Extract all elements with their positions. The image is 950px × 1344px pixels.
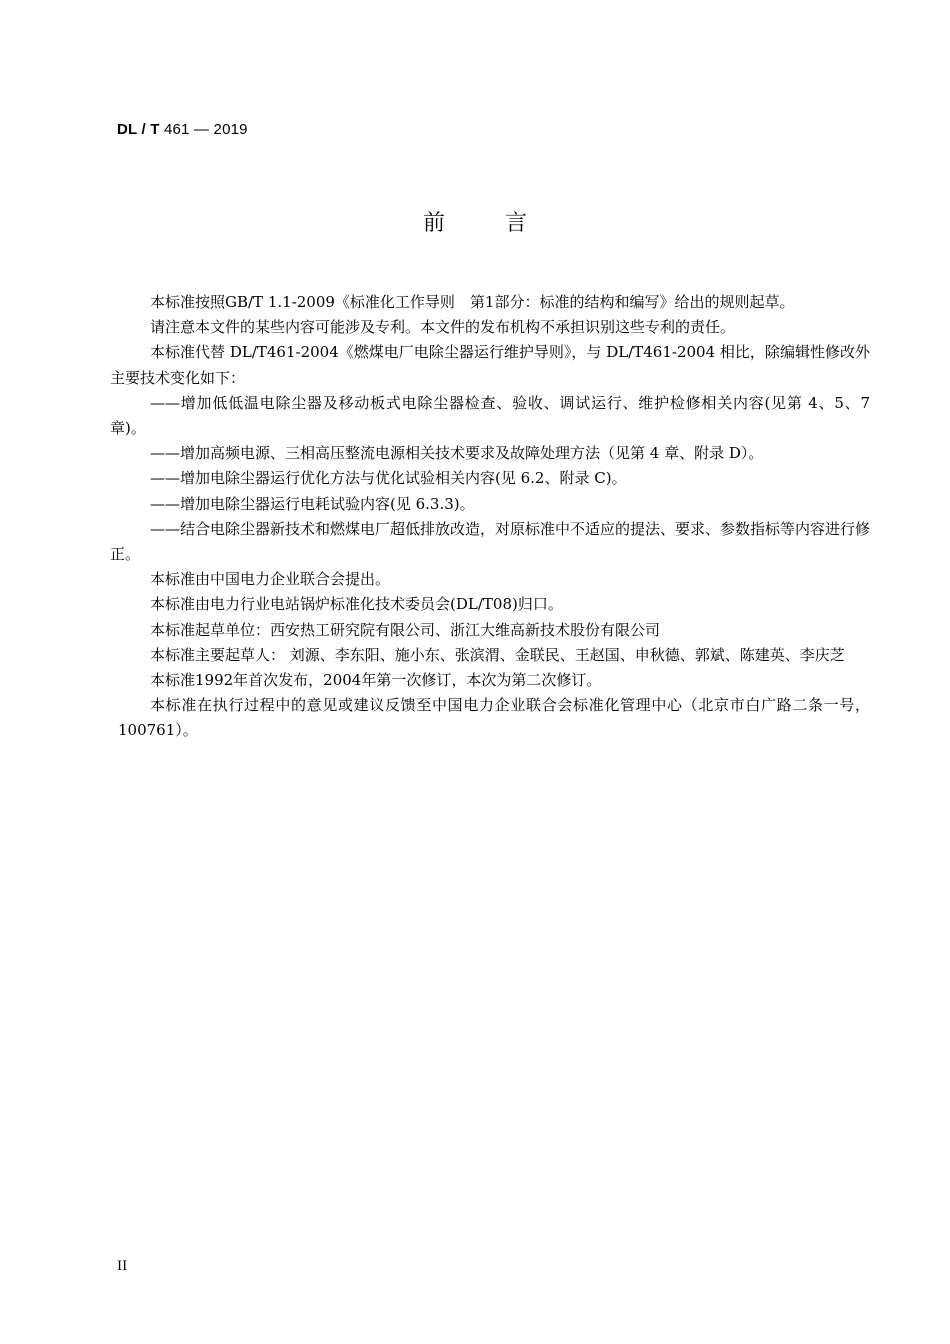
document-code	[117, 121, 248, 138]
page-title-char-2: 言	[505, 211, 528, 236]
document-code-number: 461 — 2019	[163, 121, 248, 138]
page-title	[0, 206, 950, 237]
change-item-1: ——增加低低温电除尘器及移动板式电除尘器检查、验收、调试运行、维护检修相关内容(见第 4、5、7 章)。	[110, 393, 870, 438]
document-code-prefix: DL / T	[117, 121, 160, 138]
page-title-char-1: 前	[422, 211, 445, 236]
change-item-4: ——增加电除尘器运行电耗试验内容(见 6.3.3)。	[150, 494, 475, 513]
paragraph-patent-notice: 请注意本文件的某些内容可能涉及专利。本文件的发布机构不承担识别这些专利的责任。	[150, 318, 736, 337]
change-item-2: ——增加高频电源、三相高压整流电源相关技术要求及故障处理方法（见第 4 章、附录 D）。	[150, 444, 764, 463]
paragraph-proposer: 本标准由中国电力企业联合会提出。	[150, 570, 391, 589]
page-number: II	[117, 1259, 128, 1274]
change-item-3: ——增加电除尘器运行优化方法与优化试验相关内容(见 6.2、附录 C)。	[150, 469, 627, 488]
change-item-5: ——结合电除尘器新技术和燃煤电厂超低排放改造，对原标准中不适应的提法、要求、参数指标等内容进行修正。	[110, 519, 871, 564]
foreword-body	[110, 290, 870, 744]
paragraph-drafters: 本标准主要起草人： 刘源、李东阳、施小东、张滨渭、金联民、王赵国、申秋德、郭斌、陈建英、李庆芝	[150, 645, 845, 664]
paragraph-history: 本标准1992年首次发布，2004年第一次修订，本次为第二次修订。	[150, 671, 602, 690]
paragraph-feedback: 本标准在执行过程中的意见或建议反馈至中国电力企业联合会标准化管理中心（北京市白广路二条一号，100761）。	[118, 696, 870, 740]
paragraph-replacement: 本标准代替 DL/T461-2004《燃煤电厂电除尘器运行维护导则》，与 DL/T461-2004 相比，除编辑性修改外主要技术变化如下：	[110, 343, 870, 387]
paragraph-committee: 本标准由电力行业电站锅炉标准化技术委员会(DL/T08)归口。	[150, 595, 563, 614]
paragraph-drafting-units: 本标准起草单位：西安热工研究院有限公司、浙江大维高新技术股份有限公司	[150, 620, 661, 639]
paragraph-drafting-rules: 本标准按照GB/T 1.1-2009《标准化工作导则 第1部分：标准的结构和编写》给出的规则起草。	[150, 293, 795, 311]
